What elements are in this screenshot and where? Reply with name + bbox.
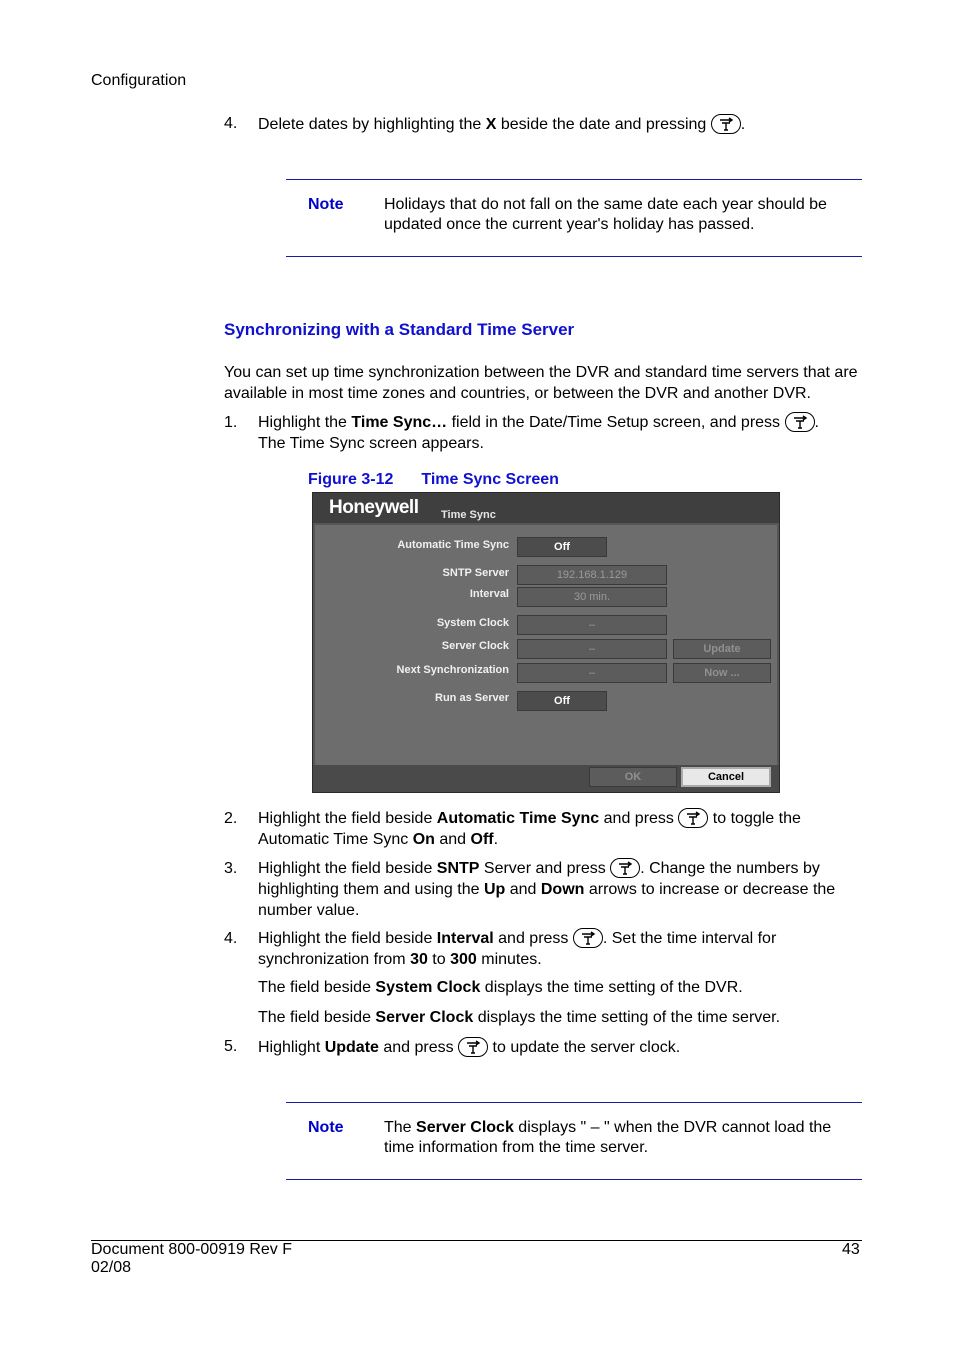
- step-3: 3. Highlight the field beside SNTP Server and press . Change the numbers by highlighting them and using the Up and Down arrows to increase or decrease the number value.: [224, 860, 836, 919]
- update-button[interactable]: Update: [673, 639, 771, 659]
- note-top-rule: [286, 1102, 862, 1103]
- step-5: 5. Highlight Update and press to update the server clock.: [224, 1038, 681, 1056]
- step-delete-dates: 4. Delete dates by highlighting the X beside the date and pressing .: [224, 115, 746, 133]
- enter-key-icon: [785, 412, 815, 432]
- section-heading: Synchronizing with a Standard Time Server: [224, 320, 575, 339]
- note-bottom-rule: [286, 256, 862, 257]
- enter-key-icon: [711, 114, 741, 134]
- page-number: 43: [842, 1241, 860, 1258]
- label-interval: Interval: [469, 588, 509, 600]
- figure-caption: Figure 3-12 Time Sync Screen: [308, 471, 559, 488]
- para-server-clock: The field beside Server Clock displays the time setting of the time server.: [258, 1009, 781, 1026]
- running-header: Configuration: [91, 72, 187, 89]
- para-system-clock: The field beside System Clock displays the time setting of the DVR.: [258, 979, 743, 996]
- cancel-button[interactable]: Cancel: [681, 767, 771, 787]
- label-server-clock: Server Clock: [441, 640, 509, 652]
- step-number: 4.: [224, 115, 238, 132]
- enter-key-icon: [678, 808, 708, 828]
- field-automatic-time-sync[interactable]: Off: [517, 537, 607, 557]
- label-run-as-server: Run as Server: [435, 692, 509, 704]
- note-label: Note: [308, 1119, 344, 1136]
- step-1: 1. Highlight the Time Sync… field in the Date/Time Setup screen, and press . The Time Sync screen appears.: [224, 414, 819, 452]
- screen-button-bar: [313, 765, 779, 792]
- enter-key-icon: [458, 1037, 488, 1057]
- note-top-rule: [286, 179, 862, 180]
- screen-panel: [315, 525, 777, 765]
- field-run-as-server[interactable]: Off: [517, 691, 607, 711]
- field-system-clock: –: [517, 615, 667, 635]
- step-4: 4. Highlight the field beside Interval and press . Set the time interval for synchronization from 30 to 300 minutes.: [224, 930, 777, 968]
- note-label: Note: [308, 196, 344, 213]
- enter-key-icon: [573, 928, 603, 948]
- field-sntp-server[interactable]: 192.168.1.129: [517, 565, 667, 585]
- field-next-synchronization: –: [517, 663, 667, 683]
- label-sntp-server: SNTP Server: [442, 567, 509, 579]
- field-server-clock: –: [517, 639, 667, 659]
- section-intro: You can set up time synchronization between the DVR and standard time servers that are available in most time zones and countries, or between the DVR and another DVR.: [224, 364, 858, 402]
- note-text: The Server Clock displays " – " when the DVR cannot load the time information from the time server.: [384, 1119, 832, 1156]
- step-2: 2. Highlight the field beside Automatic Time Sync and press to toggle the Automatic Time Sync On and Off.: [224, 810, 801, 848]
- field-interval[interactable]: 30 min.: [517, 587, 667, 607]
- note-text: Holidays that do not fall on the same date each year should be updated once the current year's holiday has passed.: [384, 196, 827, 233]
- screen-title-bar: [313, 493, 779, 523]
- label-next-synchronization: Next Synchronization: [396, 664, 509, 676]
- ok-button[interactable]: OK: [589, 767, 677, 787]
- time-sync-screen: [312, 492, 780, 793]
- label-automatic-time-sync: Automatic Time Sync: [397, 539, 509, 551]
- honeywell-logo: Honeywell: [329, 497, 419, 518]
- footer-document: Document 800-00919 Rev F 02/08: [91, 1241, 292, 1276]
- now-button[interactable]: Now ...: [673, 663, 771, 683]
- label-system-clock: System Clock: [436, 617, 509, 629]
- enter-key-icon: [610, 858, 640, 878]
- screen-title: Time Sync: [441, 509, 496, 521]
- note-bottom-rule: [286, 1179, 862, 1180]
